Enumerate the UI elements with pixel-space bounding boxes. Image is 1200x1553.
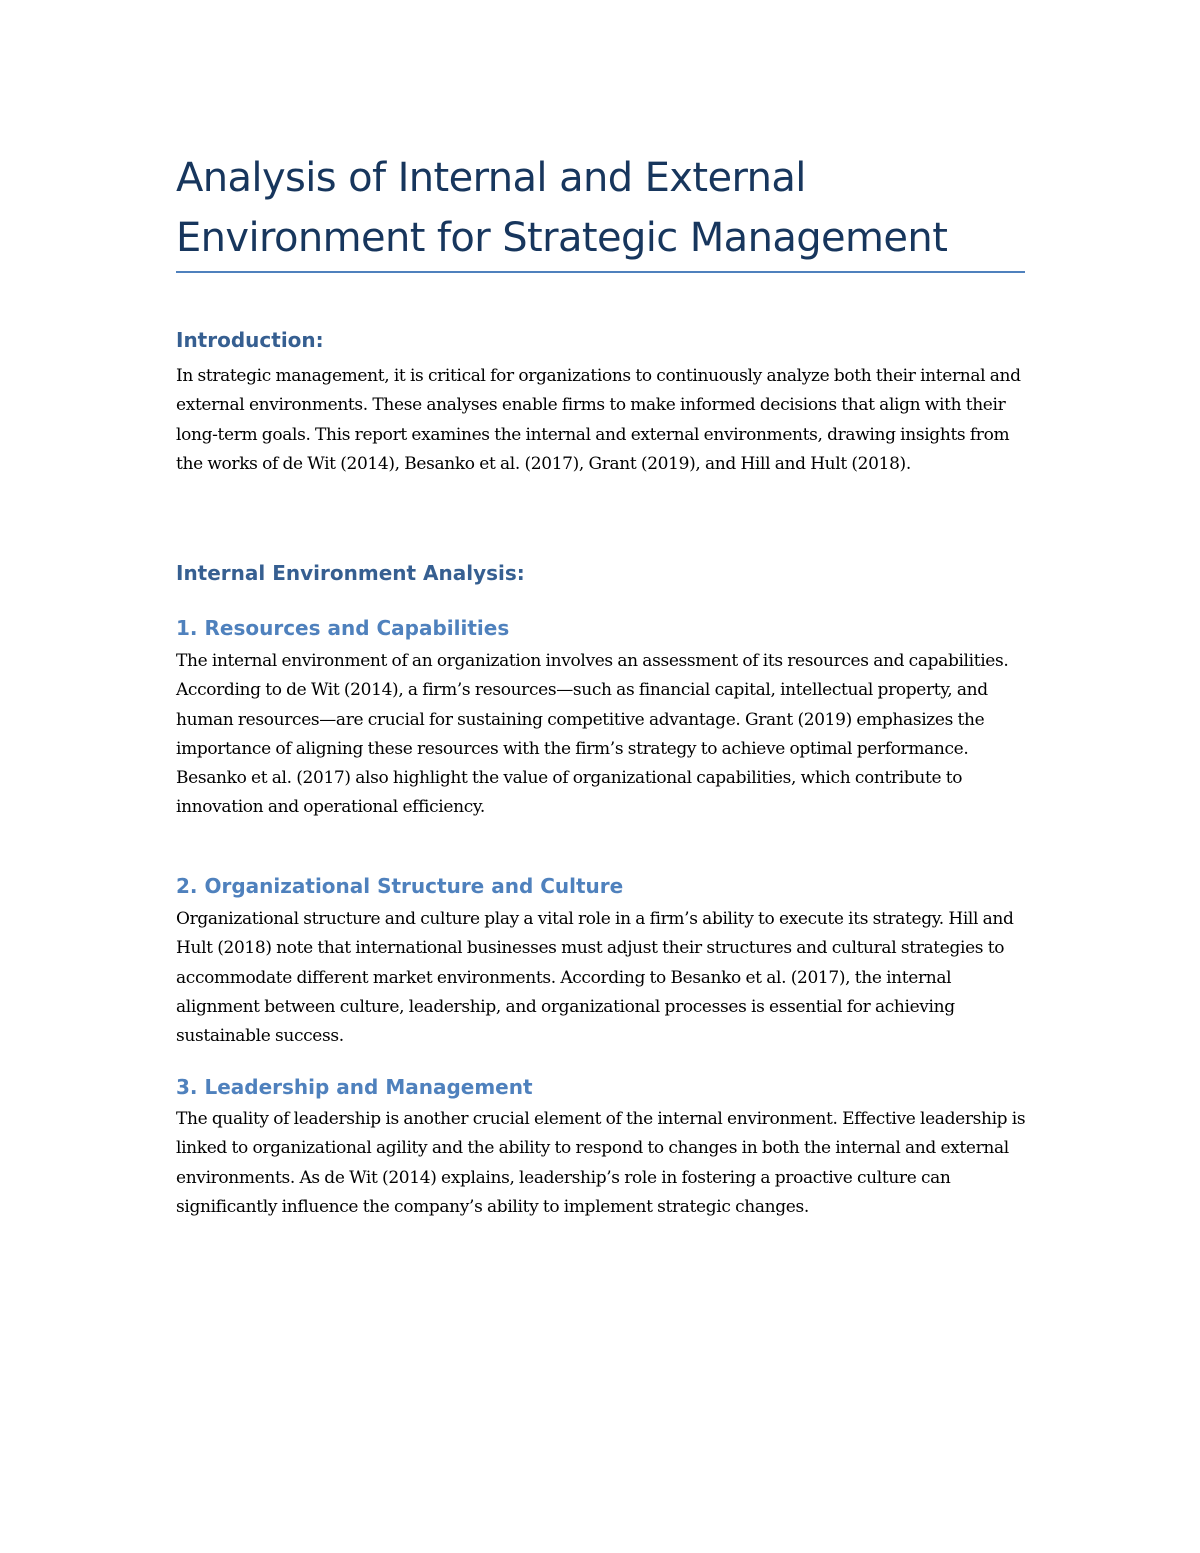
section-heading-structure-culture: 2. Organizational Structure and Culture xyxy=(176,874,624,898)
section-paragraph-leadership: The quality of leadership is another crucial element of the internal environment. Effective leadership is linked to organizational agility and the ability to respond to changes in both the internal and external environments. As de Wit (2014) explains, leadership’s role in fostering a proactive culture can significantly influence the company’s ability to implement strategic changes. xyxy=(176,1109,1026,1217)
document-title-line-1: Analysis of Internal and External xyxy=(176,155,806,201)
introduction-paragraph: In strategic management, it is critical for organizations to continuously analyze both their internal and external environments. These analyses enable firms to make informed decisions that align with their long-term goals. This report examines the internal and external environments, drawing insights from the works of de Wit (2014), Besanko et al. (2017), Grant (2019), and Hill and Hult (2018). xyxy=(176,366,1021,474)
internal-analysis-heading: Internal Environment Analysis: xyxy=(176,561,525,585)
section-paragraph-structure-culture: Organizational structure and culture play a vital role in a firm’s ability to execute its strategy. Hill and Hult (2018) note that international businesses must adjust their structures and cultural strategies to accommodate different market environments. According to Besanko et al. (2017), the internal alignment between culture, leadership, and organizational processes is essential for achieving sustainable success. xyxy=(176,909,1014,1047)
section-heading-leadership: 3. Leadership and Management xyxy=(176,1075,533,1099)
section-paragraph-resources: The internal environment of an organization involves an assessment of its resources and capabilities. According to de Wit (2014), a firm’s resources—such as financial capital, intellectual property, and human resources—are crucial for sustaining competitive advantage. Grant (2019) emphasizes the importance of aligning these resources with the firm’s strategy to achieve optimal performance. Besanko et al. (2017) also highlight the value of organizational capabilities, which contribute to innovation and operational efficiency. xyxy=(176,651,1009,818)
document-title xyxy=(176,148,1024,268)
document-title-line-2: Environment for Strategic Management xyxy=(176,215,948,261)
section-heading-resources: 1. Resources and Capabilities xyxy=(176,616,510,640)
introduction-heading: Introduction: xyxy=(176,328,324,352)
title-underline-divider xyxy=(176,271,1025,273)
